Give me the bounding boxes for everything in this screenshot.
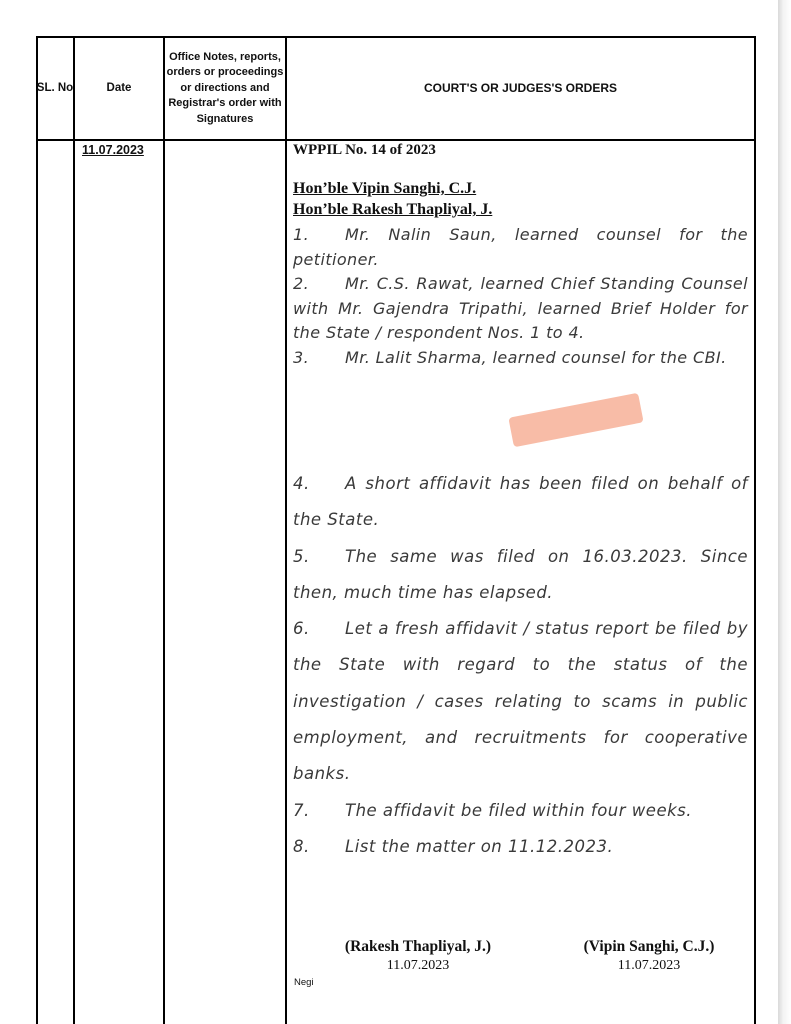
column-line-4 [285, 36, 287, 1024]
appearance-3: 3. Mr. Lalit Sharma, learned counsel for the CBI. [293, 347, 727, 367]
header-sl-no: SL. No [36, 82, 74, 94]
signature-vipin-sanghi [560, 938, 738, 974]
column-line-5 [754, 36, 756, 1024]
header-separator [36, 139, 756, 141]
signature-name: (Vipin Sanghi, C.J.) [583, 938, 715, 955]
order-paragraphs [293, 466, 748, 865]
order-date: 11.07.2023 [82, 143, 144, 157]
header-office-notes: Office Notes, reports, orders or proceedings or directions and Registrar's order with Signatures [166, 50, 284, 125]
page-edge-shadow [778, 0, 791, 1024]
order-para-8: 8. List the matter on 11.12.2023. [293, 836, 614, 856]
typist-initials: Negi [294, 977, 314, 988]
appearances [293, 223, 748, 370]
signature-rakesh-thapliyal [318, 938, 518, 974]
header-date: Date [106, 82, 132, 94]
case-number: WPPIL No. 14 of 2023 [293, 142, 436, 158]
order-para-7: 7. The affidavit be filed within four weeks. [293, 800, 692, 820]
appearance-2: 2. Mr. C.S. Rawat, learned Chief Standing Counsel with Mr. Gajendra Tripathi, learned Brief Holder for the State / respondent Nos. 1 to 4. [293, 274, 748, 342]
order-para-6: 6. Let a fresh affidavit / status report be filed by the State with regard to the status of the investigation / cases relating to scams in public employment, and recruitments for cooperative banks. [293, 619, 748, 784]
appearance-1: 1. Mr. Nalin Saun, learned counsel for the petitioner. [293, 225, 748, 269]
signature-date: 11.07.2023 [386, 958, 450, 973]
highlight-mark [508, 393, 643, 448]
column-line-2 [73, 36, 75, 1024]
order-para-5: 5. The same was filed on 16.03.2023. Since then, much time has elapsed. [293, 546, 748, 602]
header-orders: COURT'S OR JUDGES'S ORDERS [423, 81, 618, 95]
signature-date: 11.07.2023 [617, 958, 681, 973]
signature-name: (Rakesh Thapliyal, J.) [344, 938, 492, 955]
column-line-3 [163, 36, 165, 1024]
judge-justice: Hon’ble Rakesh Thapliyal, J. [293, 201, 493, 218]
judge-chief-justice: Hon’ble Vipin Sanghi, C.J. [293, 180, 477, 197]
order-para-4: 4. A short affidavit has been filed on behalf of the State. [293, 474, 748, 530]
column-line-1 [36, 36, 38, 1024]
